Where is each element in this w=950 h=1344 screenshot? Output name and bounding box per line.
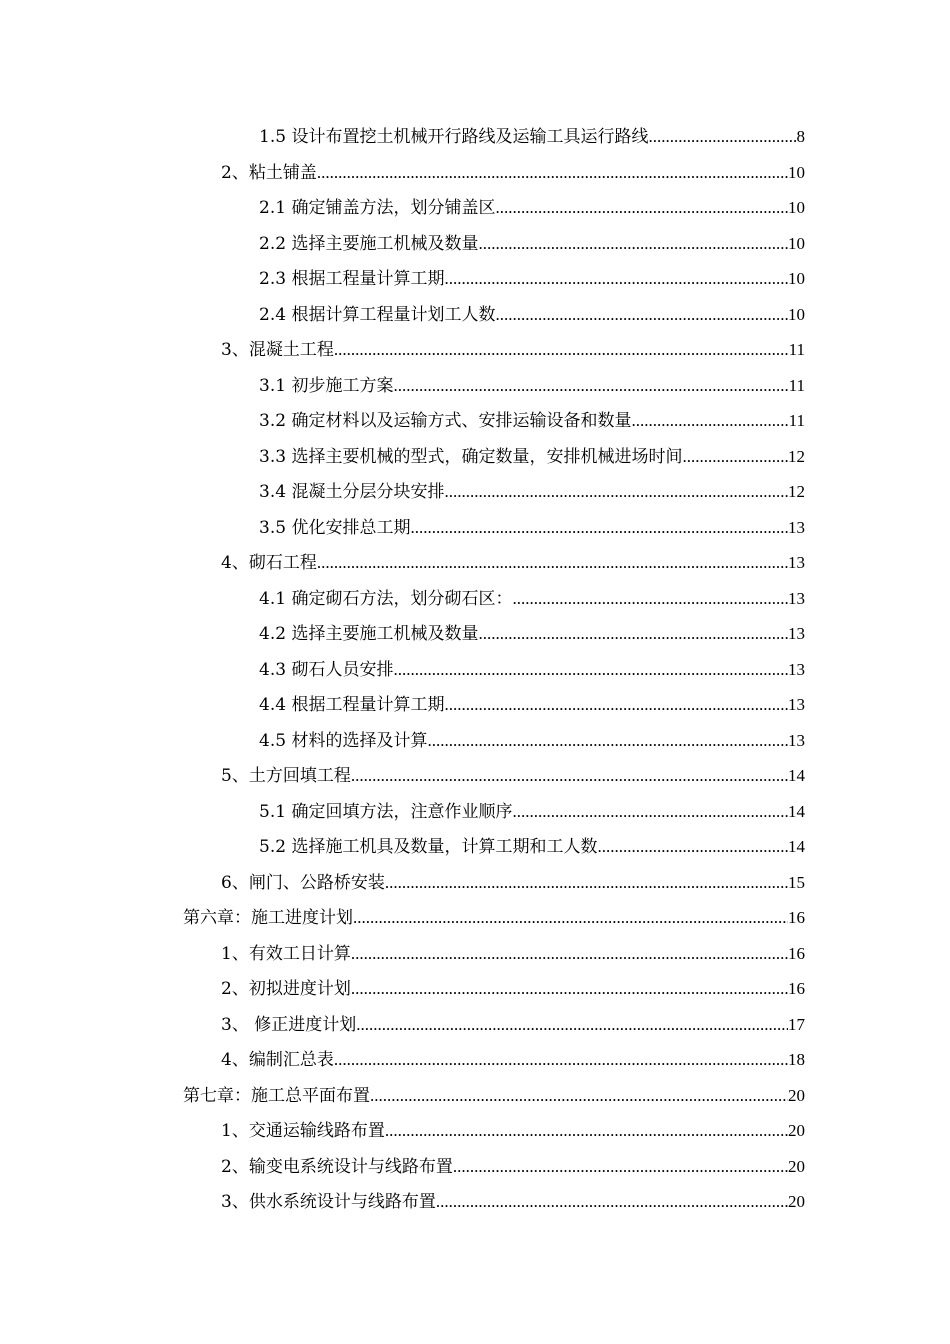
toc-entry-title: 2、输变电系统设计与线路布置 <box>221 1156 453 1177</box>
toc-entry[interactable] <box>0 332 950 368</box>
toc-dot-leader <box>393 652 788 688</box>
toc-entry-title: 4.2 选择主要施工机械及数量 <box>259 624 479 644</box>
toc-dot-leader <box>444 474 788 510</box>
toc-entry-page-number: 11 <box>788 340 805 359</box>
toc-dot-leader <box>385 1113 788 1149</box>
toc-dot-leader <box>334 332 789 368</box>
toc-entry[interactable] <box>0 474 950 510</box>
toc-entry-title: 2、粘土铺盖 <box>221 162 317 183</box>
toc-entry-title: 3、 修正进度计划 <box>221 1014 357 1035</box>
toc-entry[interactable] <box>0 119 950 155</box>
toc-entry-page-number: 10 <box>788 304 805 324</box>
toc-entry-page-number: 17 <box>788 1014 805 1034</box>
toc-entry[interactable] <box>0 687 950 723</box>
toc-entry[interactable] <box>0 1184 950 1220</box>
toc-entry-page-number: 12 <box>788 446 805 466</box>
toc-entry-title: 4、编制汇总表 <box>221 1050 334 1070</box>
toc-entry[interactable] <box>0 155 950 191</box>
toc-entry-page-number: 13 <box>788 659 805 679</box>
toc-entry[interactable] <box>0 1149 950 1185</box>
toc-entry-page-number: 10 <box>788 162 805 182</box>
toc-entry-page-number: 13 <box>788 553 805 572</box>
toc-dot-leader <box>631 403 788 439</box>
toc-entry-page-number: 15 <box>788 872 805 892</box>
toc-entry-title: 1、交通运输线路布置 <box>221 1121 385 1141</box>
toc-entry-page-number: 11 <box>788 411 805 430</box>
toc-dot-leader <box>478 226 788 262</box>
toc-entry[interactable] <box>0 829 950 865</box>
toc-dot-leader <box>682 439 788 475</box>
toc-entry[interactable] <box>0 1042 950 1078</box>
toc-entry-page-number: 13 <box>788 517 805 537</box>
toc-entry[interactable] <box>0 261 950 297</box>
toc-entry-title: 3.3 选择主要机械的型式，确定数量，安排机械进场时间 <box>259 446 683 467</box>
toc-entry-title: 2.3 根据工程量计算工期 <box>259 269 445 289</box>
toc-entry-title: 6、闸门、公路桥安装 <box>221 872 385 893</box>
toc-entry[interactable] <box>0 616 950 652</box>
toc-entry[interactable] <box>0 971 950 1007</box>
toc-entry[interactable] <box>0 297 950 333</box>
toc-entry-page-number: 11 <box>788 375 805 395</box>
toc-entry-title: 5.1 确定回填方法，注意作业顺序 <box>259 801 513 822</box>
toc-entry-page-number: 13 <box>788 695 805 714</box>
toc-entry-title: 3.4 混凝土分层分块安排 <box>259 482 445 502</box>
toc-entry[interactable] <box>0 936 950 972</box>
toc-entry-page-number: 20 <box>788 1121 805 1140</box>
toc-dot-leader <box>436 1184 788 1220</box>
toc-dot-leader <box>317 545 788 581</box>
toc-dot-leader <box>478 616 788 652</box>
toc-dot-leader <box>410 510 788 546</box>
toc-entry-title: 5.2 选择施工机具及数量，计算工期和工人数 <box>259 837 598 857</box>
toc-dot-leader <box>351 758 788 794</box>
toc-entry[interactable] <box>0 1078 950 1114</box>
toc-entry[interactable] <box>0 1007 950 1043</box>
toc-dot-leader <box>512 794 788 830</box>
toc-dot-leader <box>453 1149 788 1185</box>
toc-entry-title: 4.4 根据工程量计算工期 <box>259 695 445 715</box>
toc-entry[interactable] <box>0 865 950 901</box>
toc-entry-page-number: 14 <box>788 766 805 785</box>
toc-dot-leader <box>351 971 788 1007</box>
toc-entry[interactable] <box>0 226 950 262</box>
toc-entry-title: 2.4 根据计算工程量计划工人数 <box>259 304 496 325</box>
toc-entry-page-number: 18 <box>788 1050 805 1069</box>
toc-dot-leader <box>444 687 788 723</box>
toc-dot-leader <box>512 581 788 617</box>
toc-entry-title: 1、有效工日计算 <box>221 943 351 964</box>
toc-entry-page-number: 16 <box>788 979 805 998</box>
toc-dot-leader <box>385 865 788 901</box>
toc-entry[interactable] <box>0 545 950 581</box>
toc-dot-leader <box>317 155 788 191</box>
toc-entry-page-number: 20 <box>788 1085 805 1105</box>
toc-entry-page-number: 16 <box>788 908 805 927</box>
toc-dot-leader <box>370 1078 788 1114</box>
toc-entry-title: 4.3 砌石人员安排 <box>259 659 394 680</box>
toc-dot-leader <box>444 261 788 297</box>
toc-entry-title: 2、初拟进度计划 <box>221 979 351 999</box>
toc-dot-leader <box>351 936 788 972</box>
toc-entry-title: 3、供水系统设计与线路布置 <box>221 1192 436 1212</box>
toc-entry-page-number: 13 <box>788 588 805 608</box>
toc-entry[interactable] <box>0 403 950 439</box>
toc-entry-title: 3.2 确定材料以及运输方式、安排运输设备和数量 <box>259 411 632 431</box>
toc-dot-leader <box>393 368 788 404</box>
toc-entry[interactable] <box>0 758 950 794</box>
toc-entry-page-number: 10 <box>788 233 805 253</box>
toc-entry[interactable] <box>0 190 950 226</box>
toc-entry-page-number: 16 <box>788 943 805 963</box>
toc-entry-page-number: 13 <box>788 730 805 750</box>
toc-entry-title: 3.1 初步施工方案 <box>259 375 394 396</box>
toc-entry[interactable] <box>0 900 950 936</box>
toc-entry-title: 4.1 确定砌石方法，划分砌石区： <box>259 588 513 609</box>
toc-entry-title: 第六章：施工进度计划 <box>183 908 353 928</box>
toc-dot-leader <box>648 119 796 155</box>
toc-entry-title: 3、混凝土工程 <box>221 340 334 360</box>
toc-entry-title: 5、土方回填工程 <box>221 766 351 786</box>
toc-entry-page-number: 10 <box>788 269 805 288</box>
toc-entry-page-number: 10 <box>788 198 805 217</box>
toc-entry[interactable] <box>0 510 950 546</box>
toc-entry[interactable] <box>0 652 950 688</box>
toc-dot-leader <box>353 900 788 936</box>
toc-dot-leader <box>427 723 788 759</box>
toc-dot-leader <box>334 1042 788 1078</box>
toc-entry-page-number: 14 <box>788 801 805 821</box>
toc-entry-page-number: 14 <box>788 837 805 856</box>
toc-entry[interactable] <box>0 1113 950 1149</box>
toc-entry-title: 第七章：施工总平面布置 <box>183 1085 370 1106</box>
toc-entry-title: 2.1 确定铺盖方法，划分铺盖区 <box>259 198 496 218</box>
toc-entry-title: 1.5 设计布置挖土机械开行路线及运输工具运行路线 <box>259 127 649 147</box>
toc-entry-page-number: 12 <box>788 482 805 501</box>
toc-entry[interactable] <box>0 581 950 617</box>
toc-entry-title: 3.5 优化安排总工期 <box>259 517 411 538</box>
toc-entry-page-number: 20 <box>788 1156 805 1176</box>
toc-entry[interactable] <box>0 368 950 404</box>
toc-entry-title: 2.2 选择主要施工机械及数量 <box>259 233 479 254</box>
toc-entry-page-number: 20 <box>788 1192 805 1211</box>
toc-entry[interactable] <box>0 723 950 759</box>
toc-entry-page-number: 8 <box>796 127 805 146</box>
toc-dot-leader <box>597 829 788 865</box>
toc-entry-page-number: 13 <box>788 624 805 643</box>
toc-dot-leader <box>495 190 788 226</box>
toc-entry[interactable] <box>0 794 950 830</box>
table-of-contents <box>0 119 950 1220</box>
toc-entry[interactable] <box>0 439 950 475</box>
toc-entry-title: 4、砌石工程 <box>221 553 317 573</box>
toc-dot-leader <box>495 297 788 333</box>
toc-dot-leader <box>356 1007 788 1043</box>
toc-entry-title: 4.5 材料的选择及计算 <box>259 730 428 751</box>
